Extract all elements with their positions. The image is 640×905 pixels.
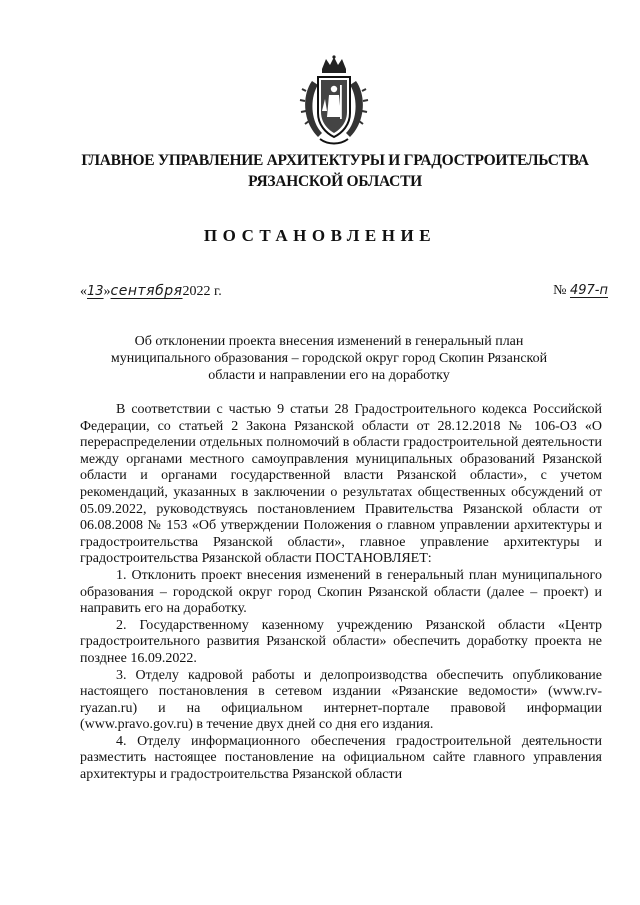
document-type: ПОСТАНОВЛЕНИЕ (203, 226, 437, 245)
number-prefix: № (553, 283, 567, 298)
coat-of-arms-icon (298, 55, 370, 147)
date-open-quote: « (80, 284, 87, 299)
preamble-paragraph: В соответствии с частью 9 статьи 28 Градостроительного кодекса Российской Федерации, со статьей 2 Закона Рязанской области от 28.12.2018 № 106-ОЗ «О перераспределении отдельных полномочий в области градостроительной деятельности между органами местного самоуправления муниципальных образований Рязанской области и органами государственной власти Рязанской области», с учетом рекомендаций, указанных в заключении о результатах общественных обсуждений от 05.09.2022, руководствуясь постановлением Правительства Рязанской области от 06.08.2008 № 153 «Об утверждении Положения о главном управлении архитектуры и градостроительства Рязанской области», главное управление архитектуры и градостроительства Рязанской области ПОСТАНОВЛЯЕТ: (80, 402, 602, 567)
organization-name (40, 150, 630, 192)
organization-line-1: ГЛАВНОЕ УПРАВЛЕНИЕ АРХИТЕКТУРЫ И ГРАДОСТРОИТЕЛЬСТВА (81, 152, 589, 169)
date-month: сентября (110, 283, 183, 299)
subject-line-3: области и направлении его на доработку (208, 368, 450, 383)
date-number-row (80, 283, 608, 307)
item-4-paragraph: 4. Отделу информационного обеспечения градостроительной деятельности разместить настоящее постановление на официальном сайте главного управления архитектуры и градостроительства Рязанской области (80, 733, 602, 783)
document-number (553, 283, 608, 299)
date-close-quote: » (103, 284, 111, 299)
item-3-paragraph: 3. Отделу кадровой работы и делопроизводства обеспечить опубликование настоящего постановления в сетевом издании «Рязанские ведомости» (www.rv-ryazan.ru) и на официальном интернет-портале правовой информации (www.pravo.gov.ru) в течение двух дней со дня его издания. (80, 667, 602, 733)
item-2-paragraph: 2. Государственному казенному учреждению Рязанской области «Центр градостроительного развития Рязанской области» обеспечить доработку проекта не позднее 16.09.2022. (80, 617, 602, 666)
subject-line-1: Об отклонении проекта внесения изменений в генеральный план (134, 334, 524, 349)
item-1-paragraph: 1. Отклонить проект внесения изменений в генеральный план муниципального образования – городской округ город Скопин Рязанской области (далее – проект) и направить его на доработку. (80, 567, 602, 617)
document-subject (95, 333, 563, 384)
date-year: 2022 г. (182, 284, 222, 299)
document-date (80, 283, 222, 300)
date-day: 13 (87, 284, 104, 299)
number-value: 497-п (569, 283, 608, 298)
document-body (80, 402, 602, 784)
subject-line-2: муниципального образования – городской округ город Скопин Рязанской (110, 351, 548, 366)
organization-line-2: РЯЗАНСКОЙ ОБЛАСТИ (248, 173, 422, 190)
